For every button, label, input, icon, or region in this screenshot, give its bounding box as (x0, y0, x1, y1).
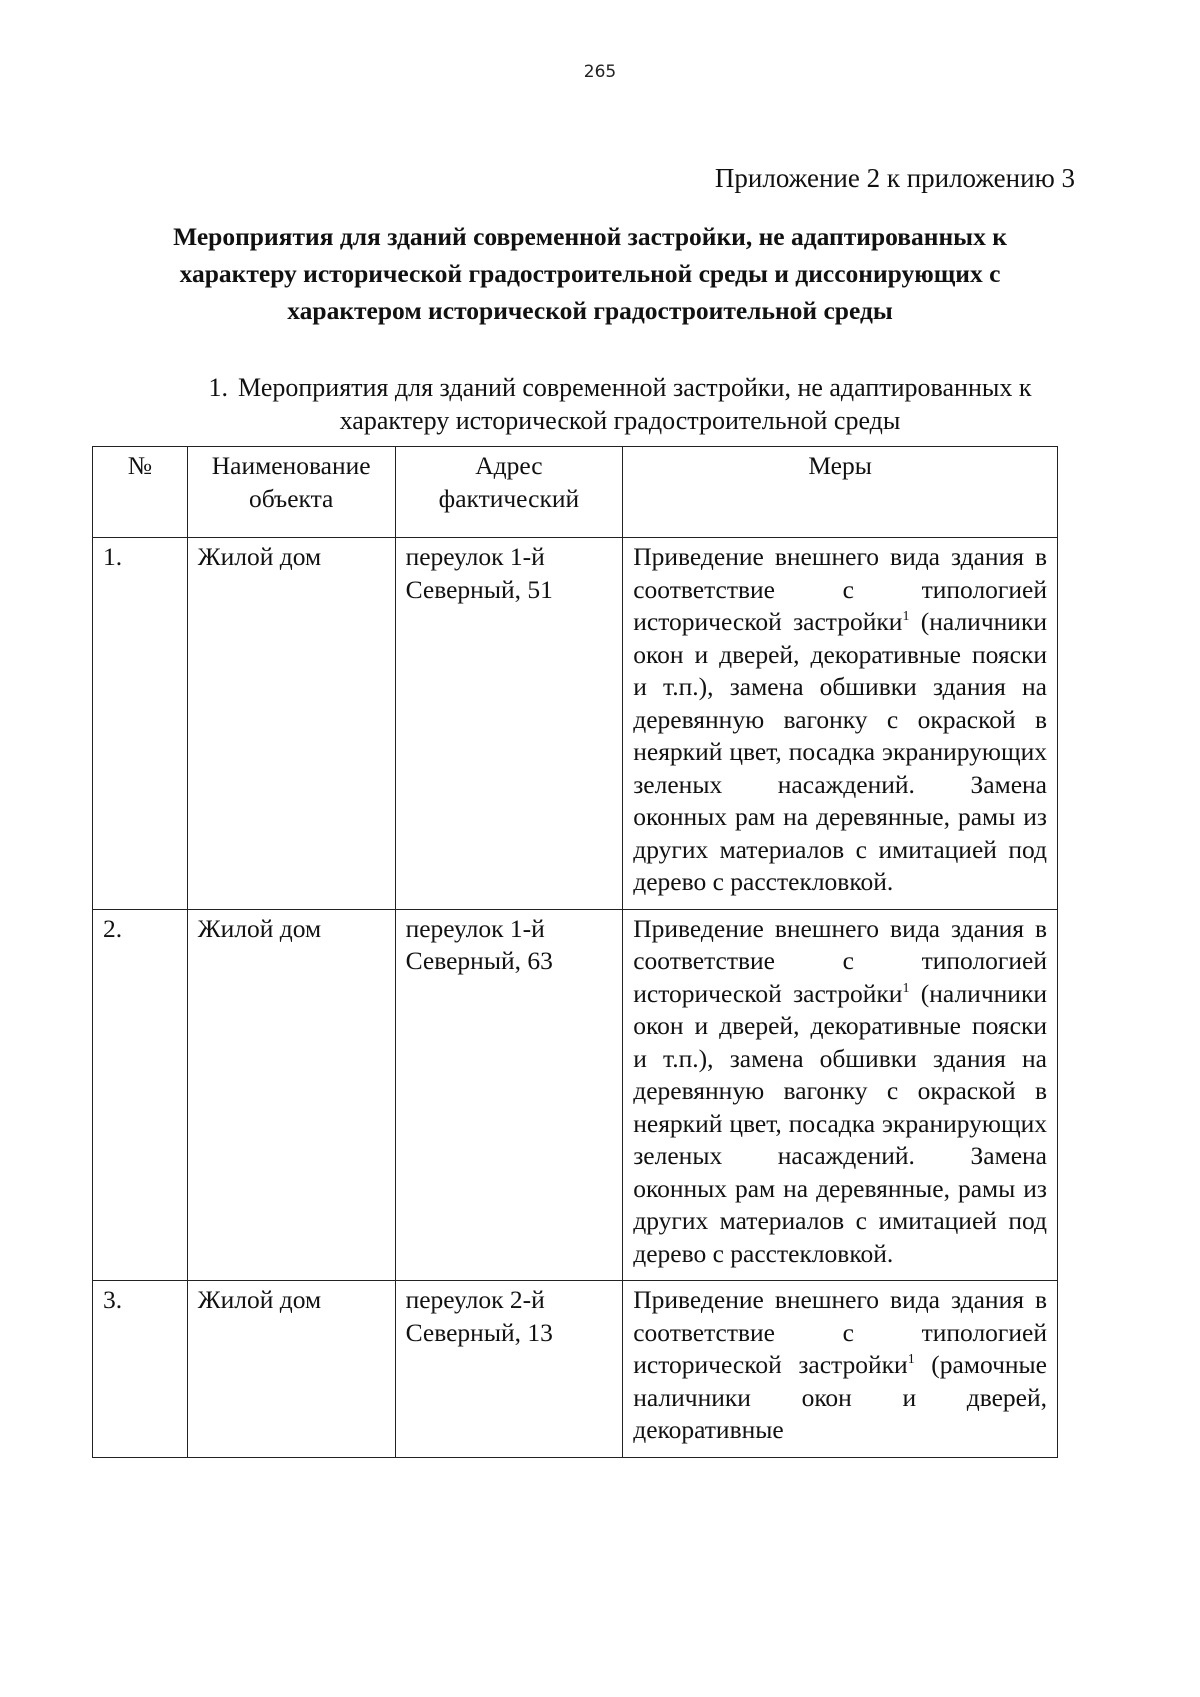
table-header-row (93, 447, 1058, 538)
address-line: Северный, 51 (405, 574, 553, 604)
measures-part: Приведение внешнего вида здания в соответствие с типологией исторической застройки (633, 542, 1047, 636)
table-row (93, 1281, 1058, 1458)
header-object-name: Наименование объекта (187, 447, 395, 538)
section-heading (160, 371, 1080, 437)
measures-part: (рамочные наличники окон и дверей, декоративные (633, 1350, 1047, 1444)
section-heading-line: Мероприятия для зданий современной застройки, не адаптированных к (238, 373, 1032, 402)
measures-part: (наличники окон и дверей, декоративные пояски и т.п.), замена обшивки здания на деревянную вагонку с окраской в неяркий цвет, посадка экранирующих зеленых насаждений. Замена оконных рам на деревянные, рамы из других материалов с имитацией под дерево с расстекловкой. (633, 607, 1047, 896)
appendix-label: Приложение 2 к приложению 3 (714, 163, 1075, 193)
address-line: переулок 1-й (405, 542, 545, 571)
row-number: 2. (93, 909, 188, 1281)
object-name: Жилой дом (187, 909, 395, 1281)
object-name: Жилой дом (187, 1281, 395, 1458)
footnote-mark: 1 (902, 980, 910, 996)
footnote-mark: 1 (907, 1352, 915, 1367)
row-number: 1. (93, 538, 188, 910)
table-row (93, 909, 1058, 1281)
table-row (93, 538, 1058, 910)
measures-part: (наличники окон и дверей, декоративные пояски и т.п.), замена обшивки здания на деревянную вагонку с окраской в неяркий цвет, посадка экранирующих зеленых насаждений. Замена оконных рам на деревянные, рамы из других материалов с имитацией под дерево с расстекловкой. (633, 978, 1047, 1268)
title-line: характеру исторической градостроительной среды и диссонирующих с (179, 259, 1001, 288)
address-line: Северный, 63 (405, 946, 553, 975)
measures-part: Приведение внешнего вида здания в соответствие с типологией исторической застройки (633, 1285, 1047, 1379)
row-number: 3. (93, 1281, 188, 1458)
title-line: характером исторической градостроительной среды (287, 296, 893, 325)
document-title (110, 218, 1070, 329)
address-line: переулок 2-й (405, 1285, 545, 1314)
object-address (395, 909, 623, 1281)
address-line: переулок 1-й (405, 913, 545, 943)
address-line: Северный, 13 (405, 1317, 553, 1347)
measures-table (92, 446, 1058, 1458)
section-heading-line: характеру исторической градостроительной среды (339, 406, 901, 435)
header-number: № (93, 447, 188, 538)
object-address (395, 1281, 623, 1458)
measures-text (623, 909, 1058, 1281)
footnote-mark: 1 (902, 609, 910, 624)
object-name: Жилой дом (187, 538, 395, 910)
header-measures: Меры (623, 447, 1058, 538)
page-number: 265 (583, 62, 617, 82)
title-line: Мероприятия для зданий современной застройки, не адаптированных к (173, 222, 1007, 251)
object-address (395, 538, 623, 910)
header-address: Адрес фактический (395, 447, 623, 538)
measures-text (623, 1281, 1058, 1458)
measures-text (623, 538, 1058, 910)
measures-part: Приведение внешнего вида здания в соответствие с типологией исторической застройки (633, 913, 1047, 1008)
section-number: 1. (208, 373, 229, 402)
